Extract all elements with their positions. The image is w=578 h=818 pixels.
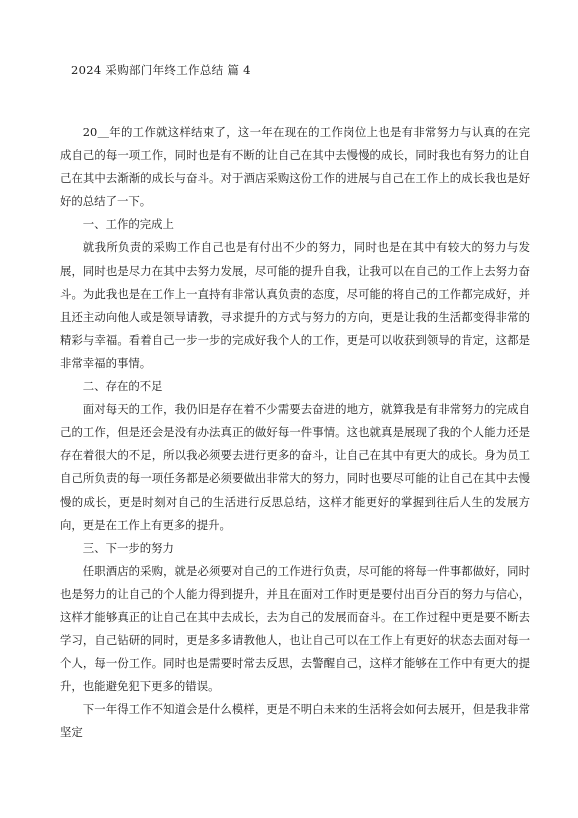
- document-title: 2024 采购部门年终工作总结 篇 4: [71, 63, 251, 77]
- paragraph-closing: 下一年得工作不知道会是什么模样，更是不明白未来的生活将会如何去展开，但是我非常坚定: [60, 702, 530, 740]
- section-heading-2: 二、存在的不足: [82, 379, 163, 394]
- paragraph-section-3: 任职酒店的采购，就是必须要对自己的工作进行负责，尽可能的将每一件事都做好，同时也是努力的让自己的个人能力得到提升，并且在面对工作时更是要付出百分百的努力与信心，这样才能够真正的让自己在其中去成长，去为自己的发展而奋斗。在工作过程中更是要不断去学习，自己钻研的同时，更是多多请教他人，也让自己可以在工作上有更好的状态去面对每一个人，每一份工作。同时也是需要时常去反思，去警醒自己，这样才能够在工作中有更大的提升，也能避免犯下更多的错误。: [60, 563, 530, 694]
- paragraph-intro: 20＿年的工作就这样结束了，这一年在现在的工作岗位上也是有非常努力与认真的在完成自己的每一项工作，同时也是有不断的让自己在其中去慢慢的成长，同时我也有努力的让自己在其中去渐渐的成长与奋斗。对于酒店采购这份工作的进展与自己在工作上的成长我也是好好的总结了一下。: [60, 125, 530, 209]
- document-body: [60, 121, 530, 745]
- section-heading-1: 一、工作的完成上: [82, 217, 174, 232]
- paragraph-section-2: 面对每天的工作，我仍旧是存在着不少需要去奋进的地方，就算我是有非常努力的完成自己的工作，但是还会是没有办法真正的做好每一件事情。这也就真是展现了我的个人能力还是存在着很大的不足，所以我必须要去进行更多的奋斗，让自己在其中有更大的成长。身为员工自己所负责的每一项任务都是必须要做出非常大的努力，同时也要尽可能的让自己在其中去慢慢的成长，更是时刻对自己的生活进行反思总结，这样才能更好的掌握到往后人生的发展方向，更是在工作上有更多的提升。: [60, 402, 530, 532]
- section-heading-3: 三、下一步的努力: [82, 540, 174, 555]
- paragraph-section-1: 就我所负责的采购工作自己也是有付出不少的努力，同时也是在其中有较大的努力与发展，同时也是尽力在其中去努力发展，尽可能的提升自我，让我可以在自己的工作上去努力奋斗。为此我也是在工作上一直持有非常认真负责的态度，尽可能的将自己的工作都完成好，并且还主动向他人或是领导请教，寻求提升的方式与努力的方向，更是让我的生活都变得非常的精彩与幸福。看着自己一步一步的完成好我个人的工作，更是可以收获到领导的肯定，这都是非常幸福的事情。: [60, 240, 530, 370]
